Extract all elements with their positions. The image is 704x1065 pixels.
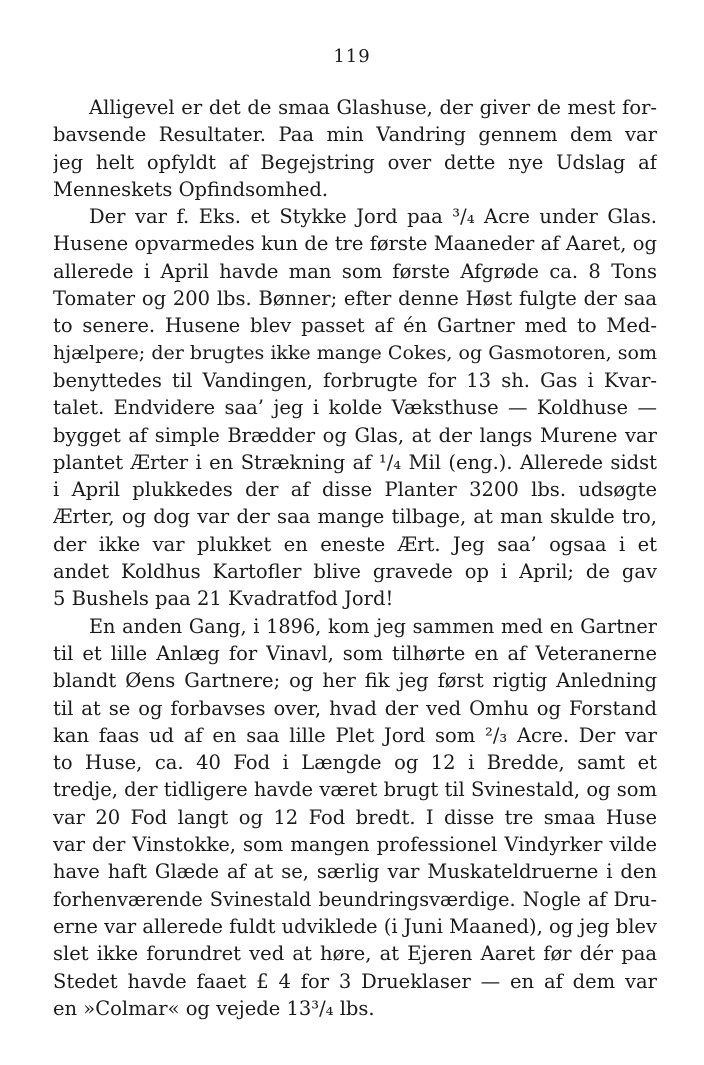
body-text (53, 94, 657, 1022)
text-line: to Huse, ca. 40 Fod i Længde og 12 i Bredde, samt et (53, 751, 657, 775)
text-line: andet Koldhus Kartofler blive gravede op i April; de gav (53, 560, 657, 584)
text-line: benyttedes til Vandingen, forbrugte for 13 sh. Gas i Kvar- (53, 368, 657, 392)
text-line: Stedet havde faaet £ 4 for 3 Drueklaser — en af dem var (53, 969, 657, 993)
text-line: Husene opvarmedes kun de tre første Maaneder af Aaret, og (53, 232, 657, 256)
page-number: 119 (333, 46, 371, 67)
text-line: til et lille Anlæg for Vinavl, som tilhørte en af Veteranerne (53, 641, 657, 665)
text-line: hjælpere; der brugtes ikke mange Cokes, og Gasmotoren, som (53, 341, 657, 364)
text-line: allerede i April havde man som første Afgrøde ca. 8 Tons (53, 259, 657, 283)
text-line: Alligevel er det de smaa Glashuse, der giver de mest for- (89, 96, 657, 119)
text-line: bavsende Resultater. Paa min Vandring gennem dem var (53, 123, 657, 147)
text-line: Tomater og 200 lbs. Bønner; efter denne Høst fulgte der saa (53, 287, 657, 311)
text-line: jeg helt opfyldt af Begejstring over dette nye Udslag af (53, 150, 657, 174)
text-line: slet ikke forundret ved at høre, at Ejeren Aaret før dér paa (53, 942, 657, 966)
text-line: Der var f. Eks. et Stykke Jord paa ³/₄ Acre under Glas. (89, 205, 657, 229)
text-line: var der Vinstokke, som mangen professionel Vindyrker vilde (53, 833, 657, 857)
text-line: Menneskets Opfindsomhed. (53, 177, 329, 201)
text-line: talet. Endvidere saa’ jeg i kolde Væksthuse — Koldhuse — (53, 396, 657, 420)
text-line: En anden Gang, i 1896, kom jeg sammen med en Gartner (89, 614, 657, 638)
text-line: have haft Glæde af at se, særlig var Muskateldruerne i den (53, 860, 657, 884)
text-line: en »Colmar« og vejede 13³/₄ lbs. (53, 996, 375, 1020)
text-line: kan faas ud af en saa lille Plet Jord som ²/₃ Acre. Der var (53, 723, 657, 747)
text-line: tredje, der tidligere havde været brugt til Svinestald, og som (53, 778, 657, 802)
text-line: der ikke var plukket en eneste Ært. Jeg saa’ ogsaa i et (53, 532, 657, 556)
text-line: Ærter, og dog var der saa mange tilbage, at man skulde tro, (53, 505, 657, 529)
text-line: 5 Bushels paa 21 Kvadratfod Jord! (53, 587, 394, 611)
text-line: blandt Øens Gartnere; og her fik jeg først rigtig Anledning (53, 669, 657, 693)
text-line: var 20 Fod langt og 12 Fod bredt. I disse tre smaa Huse (53, 805, 657, 829)
text-line: til at se og forbavses over, hvad der ved Omhu og Forstand (53, 696, 657, 720)
text-line: plantet Ærter i en Strækning af ¹/₄ Mil (eng.). Allerede sidst (53, 450, 657, 474)
text-line: to senere. Husene blev passet af én Gartner med to Med- (53, 314, 657, 338)
text-line: i April plukkedes der af disse Planter 3200 lbs. udsøgte (53, 478, 657, 502)
text-line: bygget af simple Brædder og Glas, at der langs Murene var (53, 423, 657, 447)
text-line: erne var allerede fuldt udviklede (i Juni Maaned), og jeg blev (53, 914, 657, 938)
text-line: forhenværende Svinestald beundringsværdige. Nogle af Dru- (53, 887, 657, 911)
